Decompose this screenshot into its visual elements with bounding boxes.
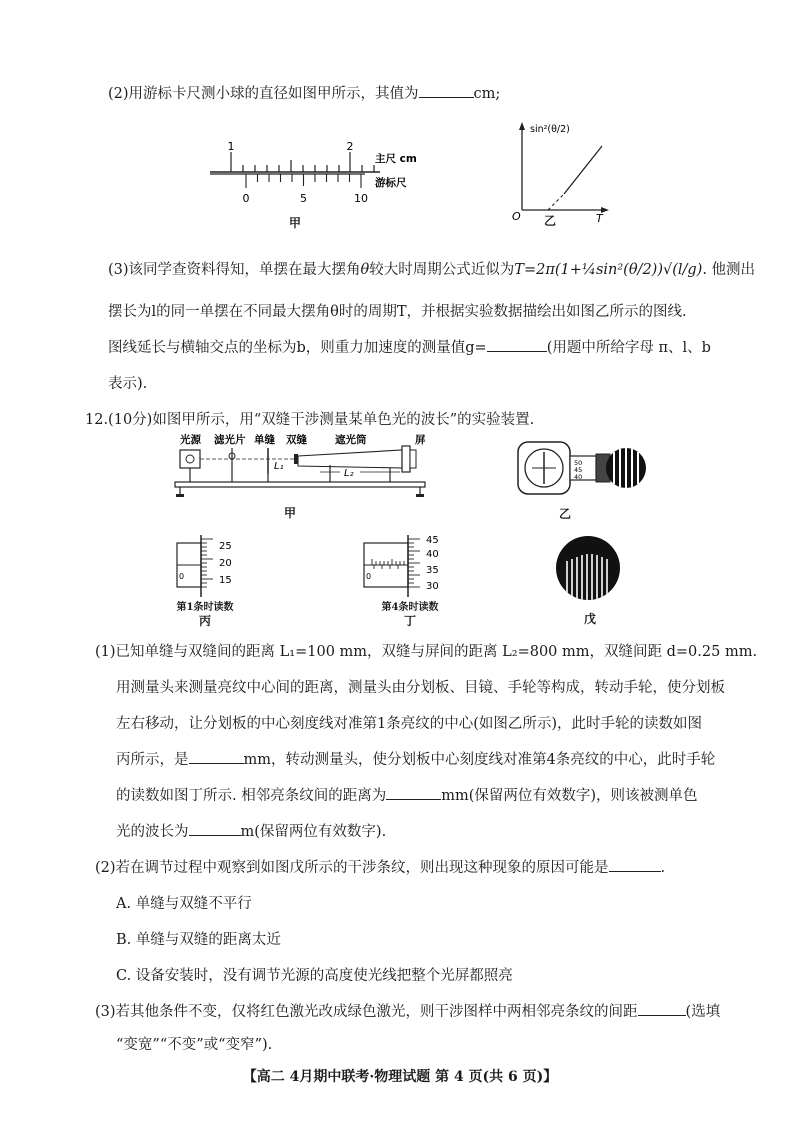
label-tube: 遮光筒 bbox=[335, 434, 367, 446]
label-light-source: 光源 bbox=[180, 434, 201, 446]
q11-part3-line2: 摆长为l的同一单摆在不同最大摆角θ时的周期T，并根据实验数据描绘出如图乙所示的图线. bbox=[108, 304, 687, 320]
q12-part1-line4: 丙所示，是 mm，转动测量头，使分划板中心刻度线对准第4条亮纹的中心，此时手轮 bbox=[116, 748, 715, 769]
ding-reading-label: 第4条时读数 bbox=[381, 602, 439, 613]
bing-reading-label: 第1条时读数 bbox=[176, 602, 234, 613]
q11-part3-line4: 表示). bbox=[108, 376, 148, 392]
figure-wu-caption: 戊 bbox=[583, 612, 596, 626]
figure-yi-caption-graph: 乙 bbox=[543, 214, 556, 228]
q12-part1-line2: 用测量头来测量亮纹中心间的距离，测量头由分划板、目镜、手轮等构成，转动手轮，使分划板 bbox=[116, 680, 725, 696]
ding-main-0: 0 bbox=[366, 572, 372, 581]
vernier-label-0: 0 bbox=[242, 192, 250, 205]
figure-jia-caption-caliper: 甲 bbox=[288, 216, 301, 230]
figure-bing-caption: 丙 bbox=[198, 614, 211, 628]
bing-scale-25: 25 bbox=[219, 541, 232, 552]
page-footer: 【高二 4月期中联考·物理试题 第 4 页(共 6 页)】 bbox=[242, 1069, 558, 1085]
label-filter: 滤光片 bbox=[214, 434, 246, 446]
q12-option-b[interactable]: B. 单缝与双缝的距离太近 bbox=[116, 932, 281, 948]
bing-scale-20: 20 bbox=[219, 558, 232, 569]
q12-part1-line6: 光的波长为 m(保留两位有效数字). bbox=[116, 820, 386, 841]
main-scale-name: 主尺 cm bbox=[375, 153, 417, 165]
answer-blank-reason[interactable] bbox=[609, 856, 661, 872]
vernier-scale-name: 游标尺 bbox=[375, 177, 407, 189]
graph-origin: O bbox=[512, 210, 521, 223]
answer-blank-g[interactable] bbox=[487, 336, 547, 352]
q11-part3-line1: (3)该同学查资料得知，单摆在最大摆角θ较大时周期公式近似为T=2π(1+¼sin²(θ/2))√(l/g). 他测出 bbox=[108, 262, 756, 278]
label-L2: L₂ bbox=[344, 468, 354, 479]
answer-blank-reading1[interactable] bbox=[189, 748, 244, 764]
reading-1-micrometer-figure bbox=[175, 535, 255, 597]
ding-scale-45: 45 bbox=[426, 535, 439, 546]
answer-blank-fringe-spacing[interactable] bbox=[386, 784, 441, 800]
vernier-label-5: 5 bbox=[300, 192, 307, 205]
graph-y-label: sin²(θ/2) bbox=[530, 124, 570, 135]
label-single-slit: 单缝 bbox=[254, 434, 275, 446]
answer-blank-diameter[interactable] bbox=[419, 82, 474, 98]
q12-option-c[interactable]: C. 设备安装时，没有调节光源的高度使光线把整个光屏都照亮 bbox=[116, 968, 513, 984]
q12-part1-line5: 的读数如图丁所示. 相邻亮条纹间的距离为 mm(保留两位有效数字)，则该被测单色 bbox=[116, 784, 698, 805]
graph-x-label: T bbox=[596, 212, 603, 225]
tilted-fringes-figure bbox=[555, 535, 621, 601]
main-scale-label-2: 2 bbox=[346, 140, 354, 153]
yi-scale-50: 50 bbox=[574, 459, 583, 467]
bing-scale-15: 15 bbox=[219, 575, 232, 586]
label-L1: L₁ bbox=[274, 461, 284, 472]
double-slit-apparatus-figure bbox=[170, 432, 440, 502]
figure-ding-caption: 丁 bbox=[403, 614, 416, 628]
vernier-label-10: 10 bbox=[354, 192, 368, 205]
label-double-slit: 双缝 bbox=[286, 434, 307, 446]
yi-scale-45: 45 bbox=[574, 466, 583, 474]
q11-part2-line: (2)用游标卡尺测小球的直径如图甲所示，其值为 cm; bbox=[108, 82, 500, 103]
answer-blank-spacing-change[interactable] bbox=[638, 1000, 686, 1016]
q12-part3-line2: “变宽”“不变”或“变窄”). bbox=[116, 1037, 273, 1053]
figure-jia-caption-apparatus: 甲 bbox=[283, 506, 296, 520]
ding-scale-30: 30 bbox=[426, 581, 439, 592]
yi-scale-40: 40 bbox=[574, 473, 583, 481]
period-formula: T=2π(1+¼sin²(θ/2))√(l/g) bbox=[514, 262, 703, 278]
bing-main-0: 0 bbox=[179, 572, 185, 581]
q12-heading: 12.(10分)如图甲所示，用“双缝干涉测量某单色光的波长”的实验装置. bbox=[85, 412, 535, 428]
q12-part1-line1: (1)已知单缝与双缝间的距离 L₁=100 mm，双缝与屏间的距离 L₂=800 mm，双缝间距 d=0.25 mm. bbox=[95, 644, 758, 660]
q12-option-a[interactable]: A. 单缝与双缝不平行 bbox=[116, 896, 252, 912]
reading-4-micrometer-figure bbox=[362, 535, 462, 597]
q12-part2-stem: (2)若在调节过程中观察到如图戊所示的干涉条纹，则出现这种现象的原因可能是 . bbox=[95, 856, 665, 877]
q12-part1-line3: 左右移动，让分划板的中心刻度线对准第1条亮纹的中心(如图乙所示)，此时手轮的读数如图 bbox=[116, 716, 703, 732]
ding-scale-35: 35 bbox=[426, 565, 439, 576]
ding-scale-40: 40 bbox=[426, 549, 439, 560]
measuring-head-view-figure bbox=[510, 438, 650, 500]
vernier-caliper-figure bbox=[205, 140, 435, 212]
label-screen: 屏 bbox=[415, 434, 426, 446]
figure-yi-caption-head: 乙 bbox=[558, 507, 571, 521]
q11-part3-line3: 图线延长与横轴交点的坐标为b，则重力加速度的测量值g= (用题中所给字母 π、l、b bbox=[108, 336, 711, 357]
main-scale-label-1: 1 bbox=[227, 140, 235, 153]
answer-blank-wavelength[interactable] bbox=[189, 820, 241, 836]
q12-part3-line1: (3)若其他条件不变，仅将红色激光改成绿色激光，则干涉图样中两相邻亮条纹的间距 (选填 bbox=[95, 1000, 720, 1021]
